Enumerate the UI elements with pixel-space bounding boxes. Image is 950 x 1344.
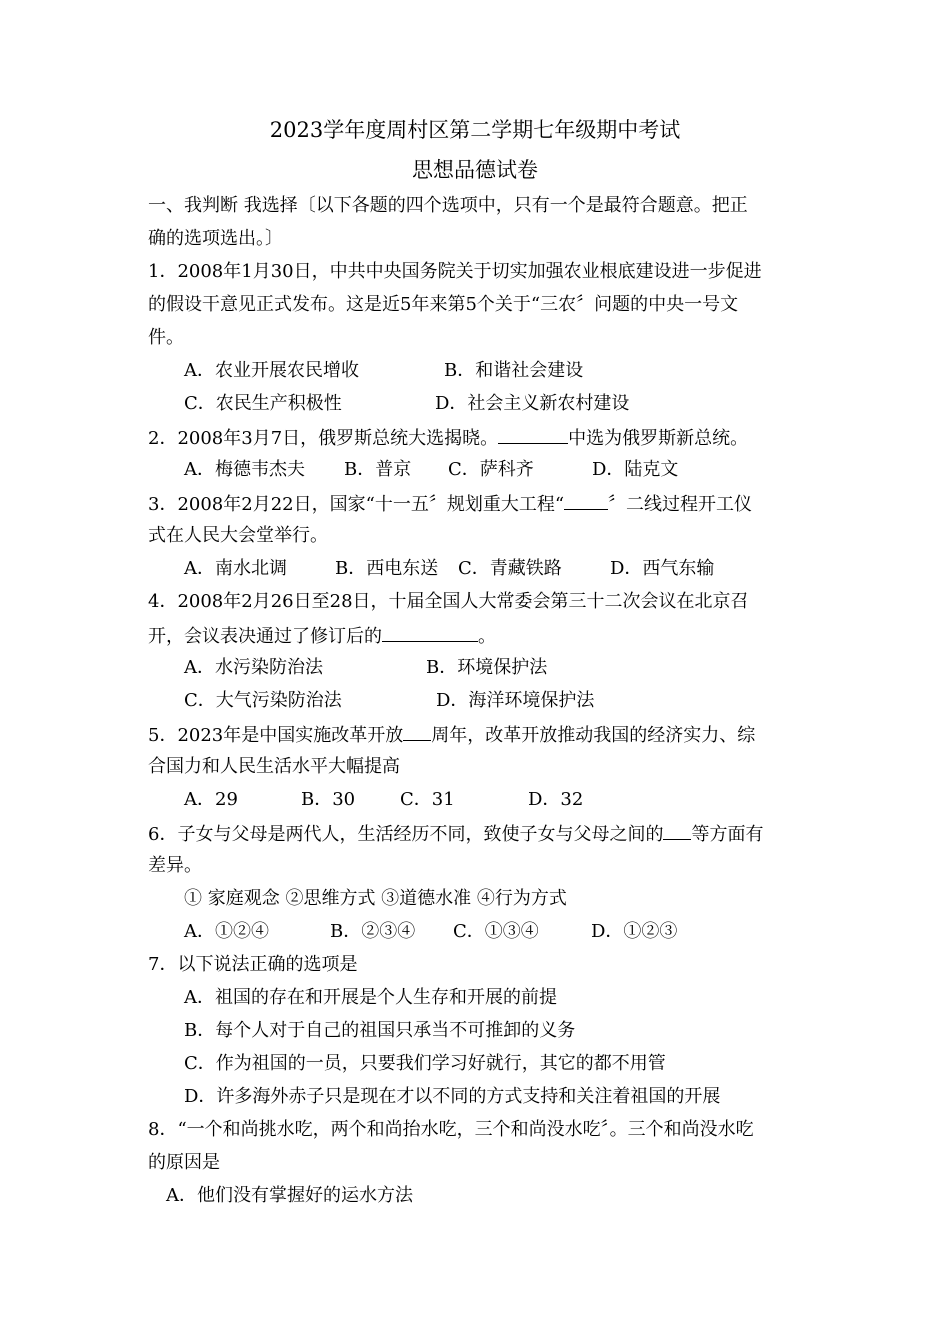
q4-answer-blank	[382, 623, 478, 642]
q5-answer-blank	[403, 722, 431, 741]
q4-option-a: A．水污染防治法	[184, 657, 323, 678]
q4-option-b: B．环境保护法	[426, 657, 548, 678]
q2-answer-blank	[498, 425, 568, 444]
q8-option-a: A．他们没有掌握好的运水方法	[166, 1185, 413, 1206]
q1-stem-line3: 件。	[148, 327, 184, 348]
q7-option-d: D．许多海外赤子只是现在才以不同的方式支持和关注着祖国的开展	[184, 1086, 721, 1107]
q6-option-a: A．①②④	[184, 921, 269, 942]
exam-subtitle: 思想品德试卷	[412, 158, 538, 182]
q5-option-d: D．32	[528, 789, 584, 810]
q3-stem-post: 〞二线过程开工仪	[608, 494, 753, 515]
q3-option-a: A．南水北调	[184, 558, 287, 579]
q5-option-a: A．29	[184, 789, 238, 810]
q1-stem-line2: 的假设干意见正式发布。这是近5年来第5个关于“三农〞问题的中央一号文	[148, 294, 739, 315]
q5-stem-line2: 合国力和人民生活水平大幅提高	[148, 756, 400, 777]
q3-option-c: C．青藏铁路	[458, 558, 562, 579]
q4-stem-post: 。	[478, 626, 496, 647]
q6-option-b: B．②③④	[330, 921, 416, 942]
q6-stem-line2: 差异。	[148, 855, 202, 876]
q2-option-d: D．陆克文	[592, 459, 679, 480]
q5-stem-line1	[148, 722, 755, 748]
q7-stem: 7．以下说法正确的选项是	[148, 954, 358, 975]
q1-stem-line1: 1．2008年1月30日，中共中央国务院关于切实加强农业根底建设进一步促进	[148, 261, 762, 282]
q3-stem-line2: 式在人民大会堂举行。	[148, 525, 328, 546]
exam-title: 2023学年度周村区第二学期七年级期中考试	[269, 118, 681, 142]
q3-stem-line1	[148, 491, 752, 517]
q1-option-d: D．社会主义新农村建设	[435, 393, 630, 414]
q3-answer-blank	[564, 491, 608, 510]
q3-stem-pre: 3．2008年2月22日，国家“十一五〞规划重大工程“	[148, 494, 565, 515]
q2-stem-post: 中选为俄罗斯新总统。	[568, 428, 749, 449]
q1-option-a: A．农业开展农民增收	[184, 360, 359, 381]
q3-option-b: B．西电东送	[335, 558, 439, 579]
q2-stem	[148, 425, 748, 451]
q5-stem-post: 周年，改革开放推动我国的经济实力、综	[431, 725, 756, 746]
q7-option-a: A．祖国的存在和开展是个人生存和开展的前提	[184, 987, 557, 1008]
q6-stem-line1	[148, 821, 763, 847]
q6-option-d: D．①②③	[591, 921, 678, 942]
q2-option-c: C．萨科齐	[448, 459, 534, 480]
q3-option-d: D．西气东输	[610, 558, 715, 579]
q1-option-b: B．和谐社会建设	[444, 360, 584, 381]
q1-option-c: C．农民生产积极性	[184, 393, 342, 414]
q2-option-b: B．普京	[344, 459, 412, 480]
q4-stem-line1: 4．2008年2月26日至28日，十届全国人大常委会第三十二次会议在北京召	[148, 591, 749, 612]
section1-instruction-line1: 一、我判断 我选择〔以下各题的四个选项中，只有一个是最符合题意。把正	[148, 195, 748, 216]
q6-stem-post: 等方面有	[691, 824, 764, 845]
q5-stem-pre: 5．2023年是中国实施改革开放	[148, 725, 404, 746]
q4-stem-line2	[148, 623, 496, 649]
q7-option-b: B．每个人对于自己的祖国只承当不可推卸的义务	[184, 1020, 576, 1041]
q6-items: ① 家庭观念 ②思维方式 ③道德水准 ④行为方式	[184, 888, 567, 909]
q4-option-c: C．大气污染防治法	[184, 690, 342, 711]
q6-answer-blank	[663, 821, 691, 840]
q5-option-c: C．31	[400, 789, 455, 810]
section1-instruction-line2: 确的选项选出。〕	[148, 228, 283, 249]
q8-stem-line1: 8．“一个和尚挑水吃，两个和尚抬水吃，三个和尚没水吃〞。三个和尚没水吃	[148, 1119, 754, 1140]
q4-stem-pre: 开，会议表决通过了修订后的	[148, 626, 382, 647]
q2-stem-pre: 2．2008年3月7日，俄罗斯总统大选揭晓。	[148, 428, 499, 449]
q6-stem-pre: 6．子女与父母是两代人，生活经历不同，致使子女与父母之间的	[148, 824, 664, 845]
q4-option-d: D．海洋环境保护法	[436, 690, 595, 711]
q5-option-b: B．30	[301, 789, 356, 810]
q8-stem-line2: 的原因是	[148, 1152, 220, 1173]
q2-option-a: A．梅德韦杰夫	[184, 459, 305, 480]
q7-option-c: C．作为祖国的一员，只要我们学习好就行，其它的都不用管	[184, 1053, 666, 1074]
q6-option-c: C．①③④	[453, 921, 539, 942]
